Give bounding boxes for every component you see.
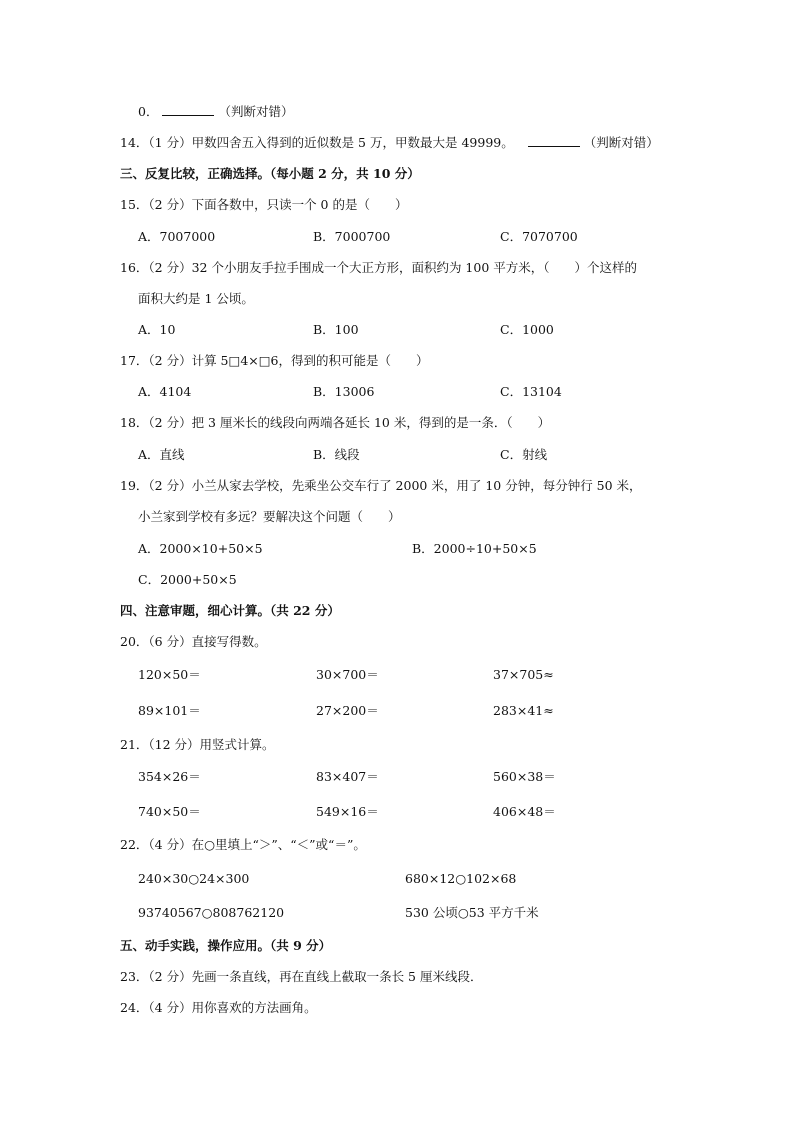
answer-blank xyxy=(528,134,580,147)
question-17-stem: 17．（2 分）计算 5□4×□6，得到的积可能是（ ） xyxy=(120,353,429,368)
section-4-heading: 四、注意审题，细心计算。（共 22 分） xyxy=(120,603,340,618)
q19-option-b: B．2000÷10+50×5 xyxy=(412,541,537,556)
question-19-stem-line1: 19．（2 分）小兰从家去学校，先乘坐公交车行了 2000 米，用了 10 分钟，每分钟行 50 米， xyxy=(120,478,642,493)
q18-option-a: A．直线 xyxy=(138,447,185,462)
question-20-stem: 20．（6 分）直接写得数。 xyxy=(120,634,267,649)
q21-item: 560×38＝ xyxy=(493,769,556,784)
q14-suffix: （判断对错） xyxy=(583,135,659,150)
question-18-stem: 18．（2 分）把 3 厘米长的线段向两端各延长 10 米，得到的是一条．（ ） xyxy=(120,415,551,430)
q22-item: 530 公顷○53 平方千米 xyxy=(405,905,539,920)
q17-option-b: B．13006 xyxy=(313,384,375,399)
q18-option-c: C．射线 xyxy=(500,447,548,462)
answer-blank xyxy=(162,103,214,116)
q15-option-b: B．7000700 xyxy=(313,229,391,244)
question-21-stem: 21．（12 分）用竖式计算。 xyxy=(120,737,275,752)
q20-item: 283×41≈ xyxy=(493,703,554,718)
question-16-stem-line1: 16．（2 分）32 个小朋友手拉手围成一个大正方形，面积约为 100 平方米，（ ）个这样的 xyxy=(120,260,638,275)
q19-option-c: C．2000+50×5 xyxy=(138,572,237,587)
q16-option-c: C．1000 xyxy=(500,322,554,337)
q21-item: 740×50＝ xyxy=(138,804,201,819)
q22-item: 93740567○808762120 xyxy=(138,905,285,920)
question-16-stem-line2: 面积大约是 1 公顷。 xyxy=(138,291,254,306)
question-14 xyxy=(120,134,659,152)
q19-option-a: A．2000×10+50×5 xyxy=(138,541,263,556)
q15-option-a: A．7007000 xyxy=(138,229,216,244)
question-23: 23．（2 分）先画一条直线，再在直线上截取一条长 5 厘米线段． xyxy=(120,969,483,984)
q20-item: 30×700＝ xyxy=(316,667,379,682)
q21-item: 406×48＝ xyxy=(493,804,556,819)
q20-item: 27×200＝ xyxy=(316,703,379,718)
q21-item: 549×16＝ xyxy=(316,804,379,819)
section-3-heading: 三、反复比较，正确选择。（每小题 2 分，共 10 分） xyxy=(120,166,420,181)
question-13-tail xyxy=(138,103,293,121)
q17-option-c: C．13104 xyxy=(500,384,562,399)
q17-option-a: A．4104 xyxy=(138,384,192,399)
q21-item: 83×407＝ xyxy=(316,769,379,784)
question-19-stem-line2: 小兰家到学校有多远？要解决这个问题（ ） xyxy=(138,509,401,524)
q13-suffix: （判断对错） xyxy=(218,104,294,119)
q20-item: 120×50＝ xyxy=(138,667,201,682)
q14-text: 14．（1 分）甲数四舍五入得到的近似数是 5 万，甲数最大是 49999。 xyxy=(120,135,514,150)
q22-item: 240×30○24×300 xyxy=(138,871,250,886)
q21-item: 354×26＝ xyxy=(138,769,201,784)
question-22-stem: 22．（4 分）在○里填上“＞”、“＜”或“＝”。 xyxy=(120,837,366,852)
q22-item: 680×12○102×68 xyxy=(405,871,517,886)
question-24: 24．（4 分）用你喜欢的方法画角。 xyxy=(120,1000,317,1015)
q18-option-b: B．线段 xyxy=(313,447,360,462)
q20-item: 37×705≈ xyxy=(493,667,554,682)
q16-option-a: A．10 xyxy=(138,322,176,337)
q13-text: 0． xyxy=(138,104,159,119)
q16-option-b: B．100 xyxy=(313,322,359,337)
q20-item: 89×101＝ xyxy=(138,703,201,718)
question-15-stem: 15．（2 分）下面各数中，只读一个 0 的是（ ） xyxy=(120,197,408,212)
q15-option-c: C．7070700 xyxy=(500,229,578,244)
section-5-heading: 五、动手实践，操作应用。（共 9 分） xyxy=(120,938,332,953)
